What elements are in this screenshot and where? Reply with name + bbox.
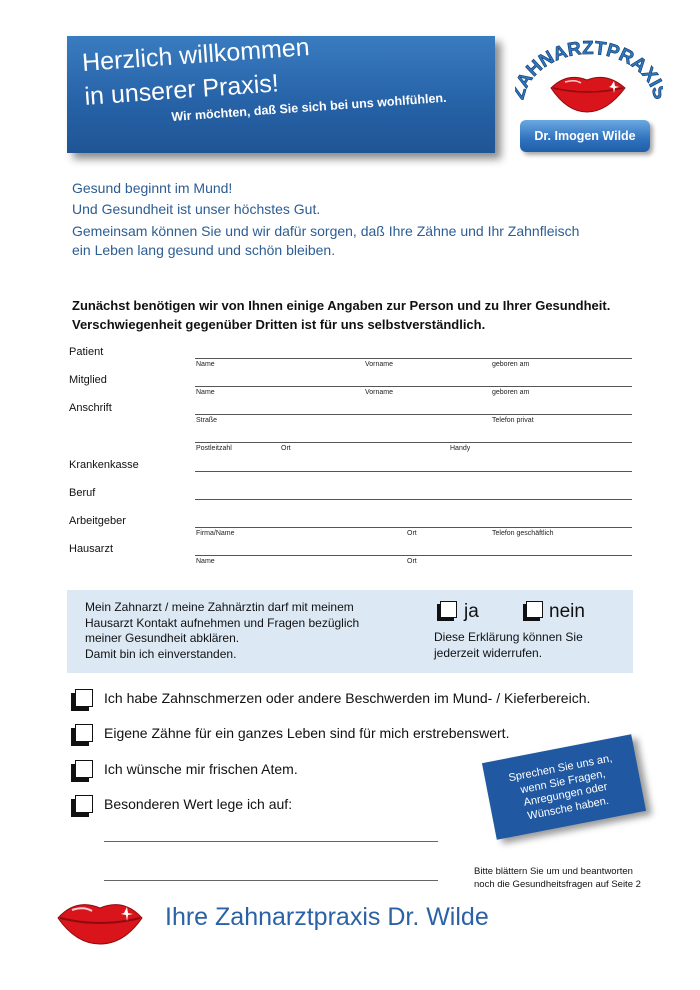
patient-name-label: Name bbox=[196, 361, 215, 368]
consent-no-label: nein bbox=[549, 601, 585, 622]
checkbox-toothache[interactable] bbox=[75, 689, 93, 707]
label-patient: Patient bbox=[69, 346, 104, 358]
consent-revoke-note: Diese Erklärung können Sie jederzeit widerrufen. bbox=[434, 630, 583, 660]
anschrift-handy-label: Handy bbox=[450, 445, 471, 452]
lips-icon bbox=[551, 77, 625, 112]
checkbox-fresh-breath[interactable] bbox=[75, 760, 93, 778]
label-mitglied: Mitglied bbox=[69, 374, 107, 386]
banner-title: Herzlich willkommen in unserer Praxis! bbox=[81, 33, 311, 111]
mitglied-name-label: Name bbox=[196, 389, 215, 396]
patient-geboren-label: geboren am bbox=[492, 361, 530, 368]
anschrift-strasse-label: Straße bbox=[196, 417, 218, 424]
label-krankenkasse: Krankenkasse bbox=[69, 459, 139, 471]
consent-text: Mein Zahnarzt / meine Zahnärztin darf mit meinem Hausarzt Kontakt aufnehmen und Fragen bezüglich meiner Gesundheit abklären. Damit bin ich einverstanden. bbox=[85, 600, 360, 661]
arbeitgeber-firma-label: Firma/Name bbox=[196, 530, 235, 537]
consent-yes-label: ja bbox=[464, 601, 479, 622]
patient-field-line[interactable] bbox=[195, 358, 632, 359]
form-heading-line-1: Zunächst benötigen wir von Ihnen einige Angaben zur Person und zu Ihrer Gesundheit. bbox=[72, 298, 611, 313]
checkbox-fresh-breath-label: Ich wünsche mir frischen Atem. bbox=[104, 761, 298, 777]
consent-yes-checkbox[interactable] bbox=[440, 601, 457, 618]
footer-title: Ihre Zahnarztpraxis Dr. Wilde bbox=[165, 903, 489, 931]
logo-practice-word: AHNARZTPRAX bbox=[515, 37, 662, 92]
mitglied-geboren-label: geboren am bbox=[492, 389, 530, 396]
hausarzt-name-label: Name bbox=[196, 558, 215, 565]
intro-line-3: Gemeinsam können Sie und wir dafür sorgen, daß Ihre Zähne und Ihr Zahnfleisch bbox=[72, 223, 580, 239]
checkbox-own-teeth-label: Eigene Zähne für ein ganzes Leben sind für mich erstrebenswert. bbox=[104, 725, 510, 741]
banner-subtitle: Wir möchten, daß Sie sich bei uns wohlfühlen. bbox=[171, 90, 447, 124]
anschrift-ort-label: Ort bbox=[281, 445, 291, 452]
consent-box bbox=[67, 590, 633, 673]
checkbox-special-value[interactable] bbox=[75, 795, 93, 813]
label-hausarzt: Hausarzt bbox=[69, 543, 114, 555]
practice-logo bbox=[515, 28, 663, 118]
footer-lips-icon bbox=[54, 896, 146, 946]
anschrift-field-line[interactable] bbox=[195, 414, 632, 415]
checkbox-special-value-label: Besonderen Wert lege ich auf: bbox=[104, 796, 293, 812]
hausarzt-field-line[interactable] bbox=[195, 555, 632, 556]
special-value-line-2[interactable] bbox=[104, 880, 438, 881]
special-value-line-1[interactable] bbox=[104, 841, 438, 842]
intro-line-2: Und Gesundheit ist unser höchstes Gut. bbox=[72, 201, 321, 217]
mitglied-field-line[interactable] bbox=[195, 386, 632, 387]
label-beruf: Beruf bbox=[69, 487, 96, 499]
form-heading bbox=[72, 296, 652, 334]
welcome-banner bbox=[67, 33, 495, 153]
page-turn-note: Bitte blättern Sie um und beantworten noch die Gesundheitsfragen auf Seite 2 bbox=[474, 866, 641, 890]
patient-vorname-label: Vorname bbox=[365, 361, 394, 368]
arbeitgeber-ort-label: Ort bbox=[407, 530, 417, 537]
contact-note-text: Sprechen Sie uns an, wenn Sie Fragen, Anregungen oder Wünsche haben. bbox=[507, 752, 614, 822]
anschrift-field-line-2[interactable] bbox=[195, 442, 632, 443]
anschrift-telefon-label: Telefon privat bbox=[492, 417, 534, 424]
intro-line-4: ein Leben lang gesund und schön bleiben. bbox=[72, 242, 336, 258]
intro-line-1: Gesund beginnt im Mund! bbox=[72, 180, 233, 196]
mitglied-vorname-label: Vorname bbox=[365, 389, 394, 396]
anschrift-plz-label: Postleitzahl bbox=[196, 445, 232, 452]
consent-no-checkbox[interactable] bbox=[526, 601, 543, 618]
label-anschrift: Anschrift bbox=[69, 402, 112, 414]
checkbox-toothache-label: Ich habe Zahnschmerzen oder andere Beschwerden im Mund- / Kieferbereich. bbox=[104, 690, 591, 706]
doctor-name-badge: Dr. Imogen Wilde bbox=[520, 120, 650, 152]
label-arbeitgeber: Arbeitgeber bbox=[69, 515, 126, 527]
arbeitgeber-telefon-label: Telefon geschäftlich bbox=[492, 530, 554, 537]
contact-note-card bbox=[482, 734, 646, 840]
arbeitgeber-field-line[interactable] bbox=[195, 527, 632, 528]
hausarzt-ort-label: Ort bbox=[407, 558, 417, 565]
krankenkasse-field-line[interactable] bbox=[195, 471, 632, 472]
checkbox-own-teeth[interactable] bbox=[75, 724, 93, 742]
form-heading-line-2: Verschwiegenheit gegenüber Dritten ist für uns selbstverständlich. bbox=[72, 317, 486, 332]
beruf-field-line[interactable] bbox=[195, 499, 632, 500]
